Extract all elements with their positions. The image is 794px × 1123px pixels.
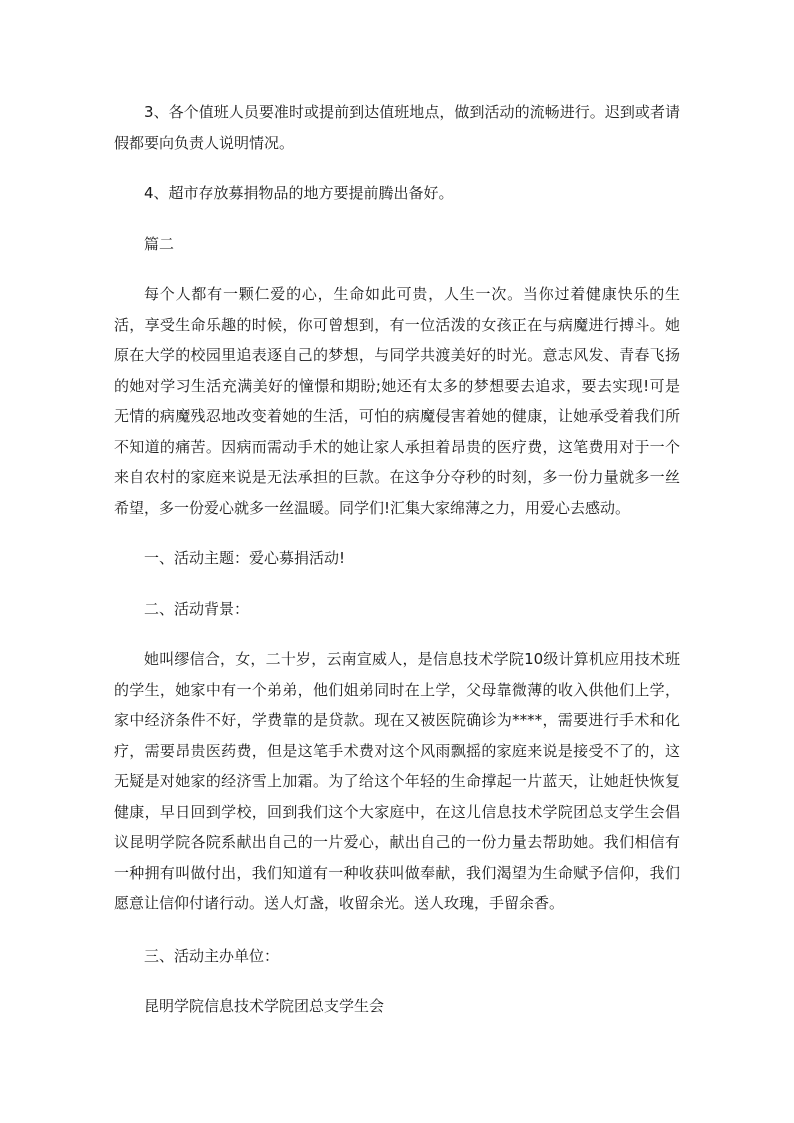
- spacer: [114, 624, 680, 644]
- document-body: [114, 97, 680, 1022]
- spacer: [114, 209, 680, 229]
- section-heading-part-two: 篇二: [144, 234, 175, 253]
- paragraph-background: 她叫缪信合，女，二十岁，云南宣威人，是信息技术学院10级计算机应用技术班的学生，她家中有一个弟弟，他们姐弟同时在上学，父母靠微薄的收入供他们上学，家中经济条件不好，学费靠的是贷款。现在又被医院确诊为****，需要进行手术和化疗，需要昂贵医药费，但是这笔手术费对这个风雨飘摇的家庭来说是接受不了的，这无疑是对她家的经济雪上加霜。为了给这个年轻的生命撑起一片蓝天，让她赶快恢复健康，早日回到学校，回到我们这个大家庭中，在这儿信息技术学院团总支学生会倡议昆明学院各院系献出自己的一片爱心，献出自己的一份力量去帮助她。我们相信有一种拥有叫做付出，我们知道有一种收获叫做奉献，我们渴望为生命赋予信仰，我们愿意让信仰付诸行动。送人灯盏，收留余光。送人玫瑰，手留余香。: [114, 650, 680, 912]
- paragraph-duty-rule-4: 4、超市存放募捐物品的地方要提前腾出备好。: [144, 184, 454, 202]
- spacer: [114, 574, 680, 594]
- paragraph-duty-rule-3: 3、各个值班人员要准时或提前到达值班地点，做到活动的流畅进行。迟到或者请假都要向负责人说明情况。: [114, 103, 680, 152]
- heading-organizer: 三、活动主办单位：: [144, 946, 280, 965]
- spacer: [114, 158, 680, 178]
- spacer: [114, 971, 680, 991]
- paragraph-organizer-name: 昆明学院信息技术学院团总支学生会: [144, 997, 385, 1015]
- spacer: [114, 259, 680, 279]
- heading-activity-background: 二、活动背景：: [144, 599, 250, 618]
- paragraph-introduction: 每个人都有一颗仁爱的心，生命如此可贵，人生一次。当你过着健康快乐的生活，享受生命乐趣的时候，你可曾想到，有一位活泼的女孩正在与病魔进行搏斗。她原在大学的校园里追表逐自己的梦想，与同学共渡美好的时光。意志风发、青春飞扬的她对学习生活充满美好的憧憬和期盼;她还有太多的梦想要去追求，要去实现!可是无情的病魔残忍地改变着她的生活，可怕的病魔侵害着她的健康，让她承受着我们所不知道的痛苦。因病而需动手术的她让家人承担着昂贵的医疗费，这笔费用对于一个来自农村的家庭来说是无法承担的巨款。在这争分夺秒的时刻，多一份力量就多一丝希望，多一份爱心就多一丝温暖。同学们!汇集大家绵薄之力，用爱心去感动。: [114, 285, 680, 517]
- spacer: [114, 523, 680, 543]
- spacer: [114, 919, 680, 941]
- heading-activity-theme: 一、活动主题：爱心募捐活动!: [144, 549, 346, 567]
